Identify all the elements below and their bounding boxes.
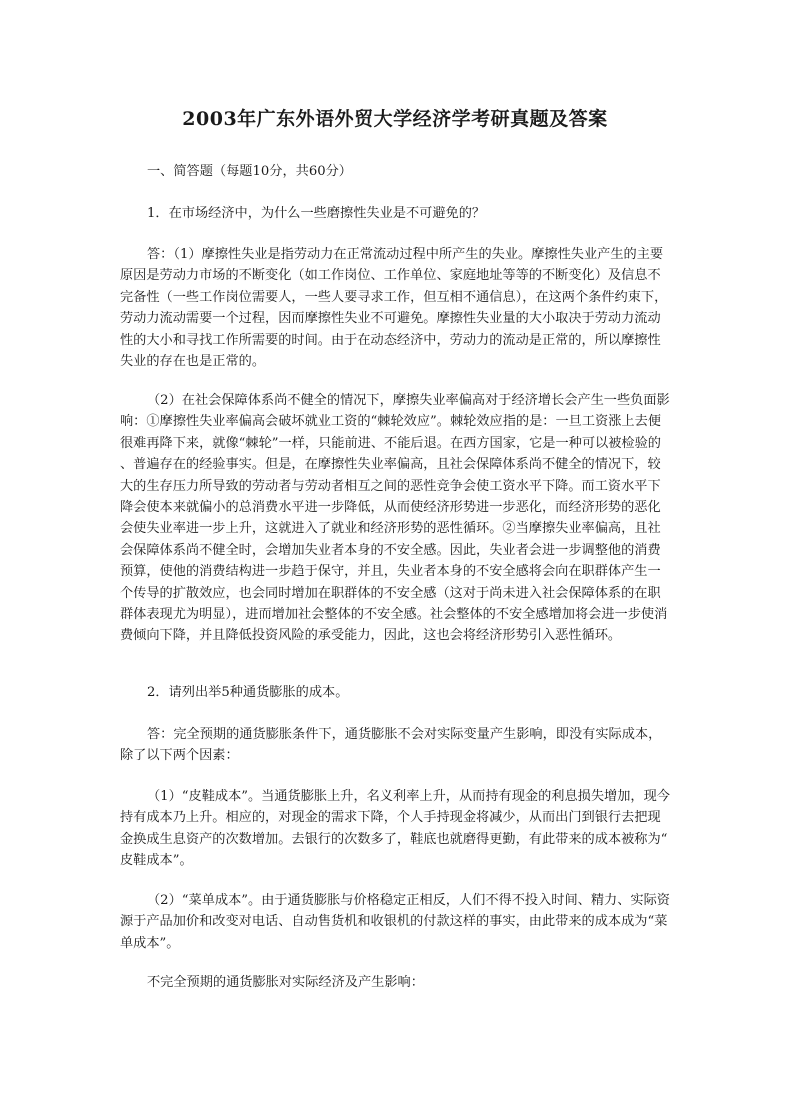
answer-1-part-2: （2）在社会保障体系尚不健全的情况下，摩擦失业率偏高对于经济增长会产生一些负面影响：①摩擦性失业率偏高会破坏就业工资的“棘轮效应”。棘轮效应指的是：一旦工资涨上去便很难再降下来，就像“棘轮”一样，只能前进、不能后退。在西方国家，它是一种可以被检验的、普遍存在的经验事实。但是，在摩擦性失业率偏高，且社会保障体系尚不健全的情况下，较大的生存压力所导致的劳动者与劳动者相互之间的恶性竞争会使工资水平下降。而工资水平下降会使本来就偏小的总消费水平进一步降低，从而使经济形势进一步恶化，而经济形势的恶化会使失业率进一步上升，这就进入了就业和经济形势的恶性循环。②当摩擦失业率偏高，且社会保障体系尚不健全时，会增加失业者本身的不安全感。因此，失业者会进一步调整他的消费预算，使他的消费结构进一步趋于保守，并且，失业者本身的不安全感将会向在职群体产生一个传导的扩散效应，也会同时增加在职群体的不安全感（这对于尚未进入社会保障体系的在职群体表现尤为明显），进而增加社会整体的不安全感。社会整体的不安全感增加将会进一步使消费倾向下降，并且降低投资风险的承受能力，因此，这也会将经济形势引入恶性循环。 — [120, 393, 670, 644]
answer-2-intro: 答：完全预期的通货膨胀条件下，通货膨胀不会对实际变量产生影响，即没有实际成本，除了以下两个因素： — [120, 727, 662, 764]
answer-1-part-1: 答：（1）摩擦性失业是指劳动力在正常流动过程中所产生的失业。摩擦性失业产生的主要原因是劳动力市场的不断变化（如工作岗位、工作单位、家庭地址等等的不断变化）及信息不完备性（一些工作岗位需要人，一些人要寻求工作，但互相不通信息），在这两个条件约束下，劳动力流动需要一个过程，因而摩擦性失业不可避免。摩擦性失业量的大小取决于劳动力流动性的大小和寻找工作所需要的时间。由于在动态经济中，劳动力的流动是正常的，所以摩擦性失业的存在也是正常的。 — [120, 247, 668, 370]
answer-2-part-2: （2）“菜单成本”。由于通货膨胀与价格稳定正相反，人们不得不投入时间、精力、实际资源于产品加价和改变对电话、自动售货机和收银机的付款这样的事实，由此带来的成本成为“菜单成本”。 — [120, 893, 670, 951]
document-title: 2003年广东外语外贸大学经济学考研真题及答案 — [182, 108, 608, 130]
answer-2-part-3: 不完全预期的通货膨胀对实际经济及产生影响： — [147, 975, 424, 990]
question-1: 1．在市场经济中，为什么一些磨擦性失业是不可避免的？ — [147, 206, 486, 221]
question-2: 2．请列出举5种通货膨胀的成本。 — [147, 685, 349, 700]
answer-2-part-1: （1）“皮鞋成本”。当通货膨胀上升，名义利率上升，从而持有现金的利息损失增加，现今持有成本乃上升。相应的，对现金的需求下降，个人手持现金将减少，从而出门到银行去把现金换成生息资产的次数增加。去银行的次数多了，鞋底也就磨得更勤，有此带来的成本被称为“皮鞋成本”。 — [120, 789, 670, 869]
section-heading: 一、简答题（每题10分，共60分） — [147, 164, 352, 179]
